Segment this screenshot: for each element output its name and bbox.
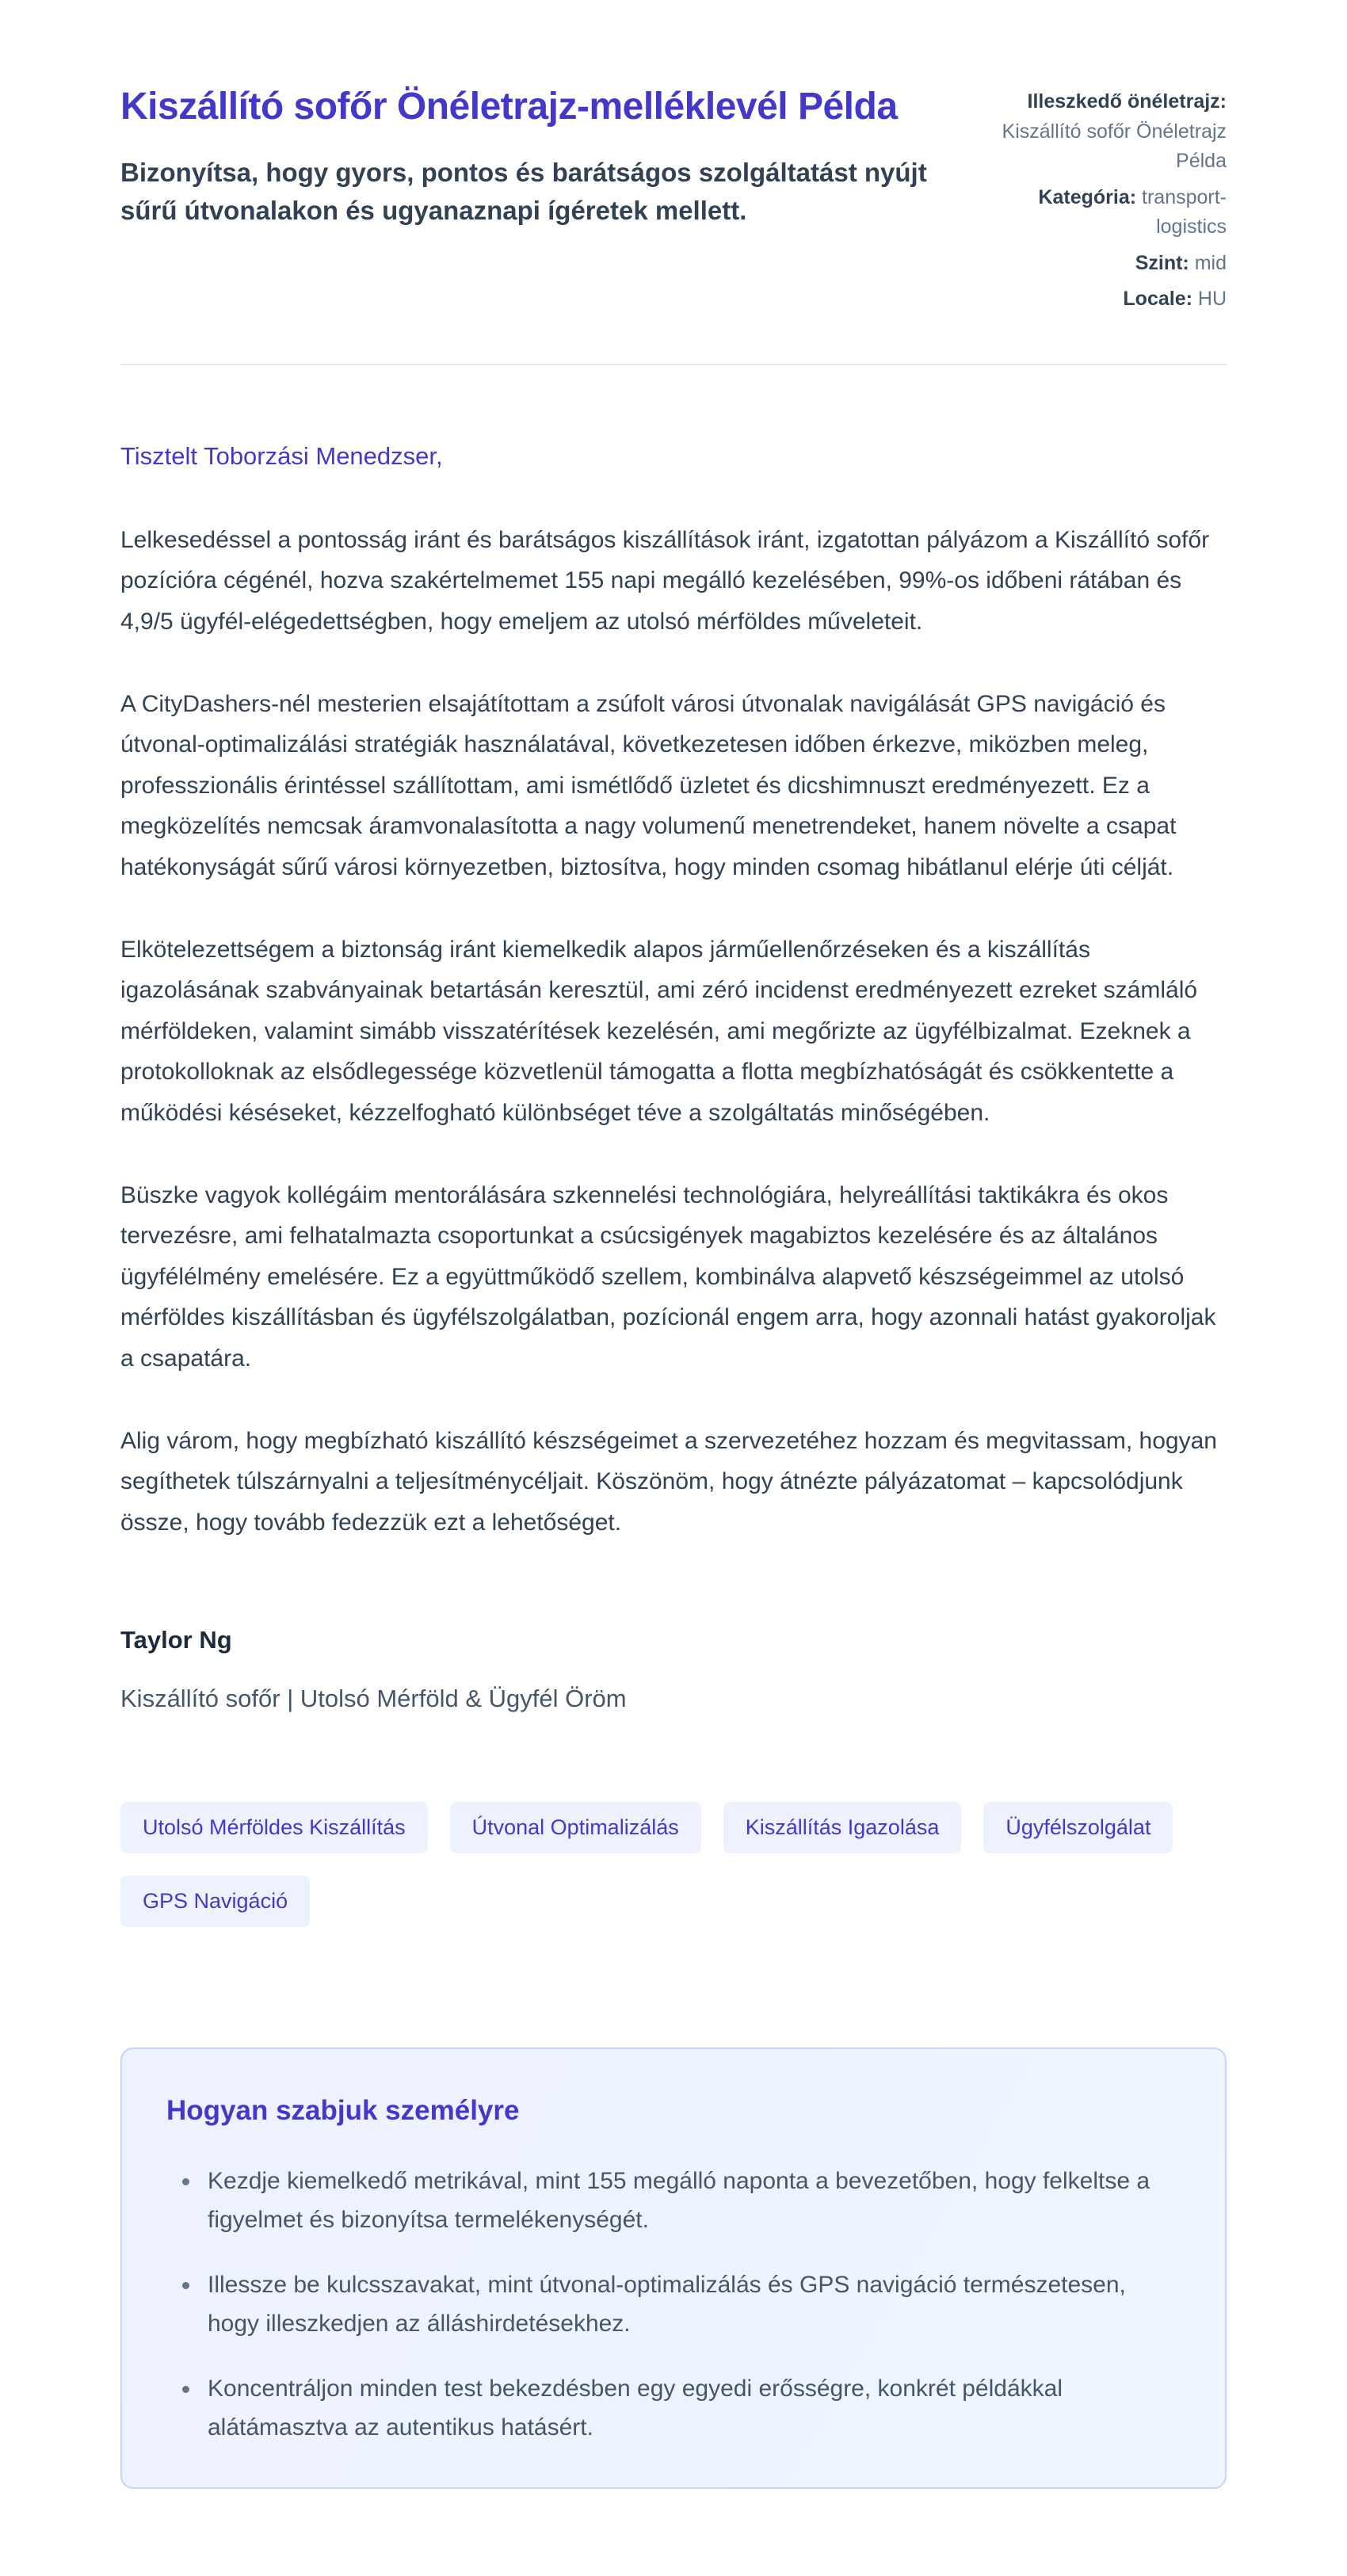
meta-row-category bbox=[989, 183, 1227, 242]
letter-paragraph: Büszke vagyok kollégáim mentorálására szkennelési technológiára, helyreállítási taktikákra és okos tervezésre, ami felhatalmazta csoportunkat a csúcsigények magabiztos kezelésére és az általános ügyfélélmény emelésére. Ez a együttműködő szellem, kombinálva alapvető készségeimmel az utolsó mérföldes kiszállításban és ügyfélszolgálatban, pozícionál engem arra, hogy azonnali hatást gyakoroljak a csapatára. bbox=[120, 1181, 1216, 1372]
page-header bbox=[120, 82, 1227, 321]
header-divider bbox=[120, 364, 1227, 365]
signature-role: Kiszállító sofőr | Utolsó Mérföld & Ügyfél Öröm bbox=[120, 1684, 627, 1712]
personalize-card bbox=[120, 2047, 1227, 2489]
tag-chip-proof-of-delivery[interactable]: Kiszállítás Igazolása bbox=[723, 1802, 962, 1853]
personalize-list-item: • Koncentráljon minden test bekezdésben egy egyedi erősségre, konkrét példákkal alátámasztva az autentikus hatásért. bbox=[201, 2369, 1181, 2448]
meta-value-category: transport-logistics bbox=[1142, 185, 1227, 238]
meta-label-locale: Locale: bbox=[1123, 288, 1192, 310]
header-title-block bbox=[120, 82, 937, 230]
page-title: Kiszállító sofőr Önéletrajz-melléklevél Példa bbox=[120, 86, 898, 128]
letter-paragraph: Lelkesedéssel a pontosság iránt és barátságos kiszállítások iránt, izgatottan pályázom a Kiszállító sofőr pozícióra cégénél, hozva szakértelmemet 155 napi megálló kezelésében, 99%-os időbeni rátában és 4,9/5 ügyfél-elégedettségben, hogy emeljem az utolsó mérföldes műveleteit. bbox=[120, 526, 1210, 635]
cover-letter bbox=[120, 435, 1227, 1719]
meta-row-level bbox=[989, 249, 1227, 279]
letter-paragraph: A CityDashers-nél mesterien elsajátítottam a zsúfolt városi útvonalak navigálását GPS navigáció és útvonal-optimalizálási stratégiák használatával, következetesen időben érkezve, miközben meleg, professzionális érintéssel szállítottam, ami ismétlődő üzletet és dicshimnuszt eredményezett. Ez a megközelítés nemcsak áramvonalasította a nagy volumenű menetrendeket, hanem növelte a csapat hatékonyságát sűrű városi környezetben, biztosítva, hogy minden csomag hibátlanul elérje úti célját. bbox=[120, 690, 1177, 880]
meta-value-matching-resume: Kiszállító sofőr Önéletrajz Példa bbox=[1002, 120, 1227, 172]
letter-paragraph: Elkötelezettségem a biztonság iránt kiemelkedik alapos járműellenőrzéseken és a kiszállítás igazolásának szabványainak betartásán keresztül, ami zéró incidenst eredményezett ezreket számláló mérföldeken, valamint simább visszatérítések kezelésén, ami megőrizte az ügyfélbizalmat. Ezeknek a protokolloknak az elsődlegessége közvetlenül támogatta a flotta megbízhatóságát és csökkentette a működési késéseket, kézzelfogható különbséget téve a szolgáltatás minőségében. bbox=[120, 936, 1198, 1126]
tag-list bbox=[120, 1802, 1227, 1927]
meta-label-level: Szint: bbox=[1135, 251, 1189, 274]
signature-name: Taylor Ng bbox=[120, 1626, 232, 1654]
letter-paragraph: Alig várom, hogy megbízható kiszállító készségeimet a szervezetéhez hozzam és megvitassam, hogyan segíthetek túlszárnyalni a teljesítménycéljait. Köszönöm, hogy átnézte pályázatomat – kapcsolódjunk össze, hogy tovább fedezzük ezt a lehetőséget. bbox=[120, 1427, 1217, 1536]
letter-greeting: Tisztelt Toborzási Menedzser, bbox=[120, 441, 443, 470]
tag-chip-last-mile-delivery[interactable]: Utolsó Mérföldes Kiszállítás bbox=[120, 1802, 428, 1853]
tag-chip-customer-service[interactable]: Ügyfélszolgálat bbox=[983, 1802, 1173, 1853]
meta-row-locale bbox=[989, 284, 1227, 315]
meta-row-matching-resume bbox=[989, 87, 1227, 177]
meta-panel bbox=[989, 87, 1227, 321]
personalize-list-item: • Kezdje kiemelkedő metrikával, mint 155 megálló naponta a bevezetőben, hogy felkeltse a figyelmet és bizonyítsa termelékenységét. bbox=[201, 2162, 1181, 2240]
meta-value-level: mid bbox=[1194, 251, 1227, 274]
personalize-list-item: • Illessze be kulcsszavakat, mint útvonal-optimalizálás és GPS navigáció természetesen, hogy illeszkedjen az álláshirdetésekhez. bbox=[201, 2265, 1181, 2344]
personalize-card-title: Hogyan szabjuk személyre bbox=[166, 2094, 520, 2126]
page-subtitle: Bizonyítsa, hogy gyors, pontos és barátságos szolgáltatást nyújt sűrű útvonalakon és ugyanaznapi ígéretek mellett. bbox=[120, 158, 927, 226]
meta-label-matching-resume: Illeszkedő önéletrajz: bbox=[1027, 90, 1227, 113]
tag-chip-route-optimization[interactable]: Útvonal Optimalizálás bbox=[450, 1802, 701, 1853]
meta-value-locale: HU bbox=[1197, 288, 1227, 310]
personalize-list bbox=[166, 2162, 1181, 2448]
meta-label-category: Kategória: bbox=[1038, 185, 1137, 208]
tag-chip-gps-navigation[interactable]: GPS Navigáció bbox=[120, 1876, 310, 1927]
